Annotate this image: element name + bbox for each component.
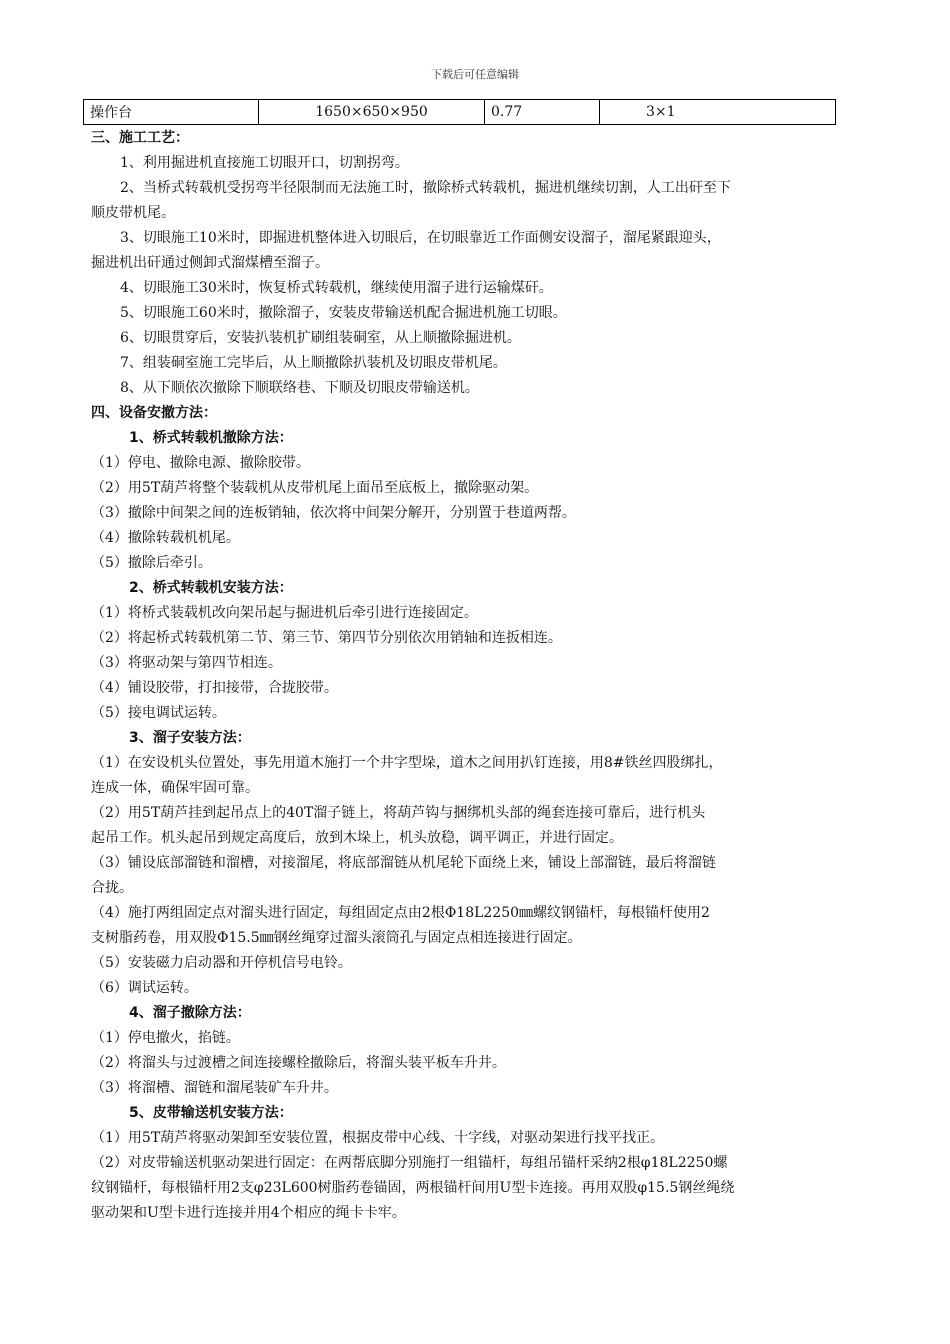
list-item: （2）将起桥式转载机第二节、第三节、第四节分别依次用销轴和连扳相连。 (91, 630, 562, 646)
cell-dimensions: 1650×650×950 (259, 100, 485, 125)
section3-title: 三、施工工艺： (91, 130, 189, 146)
equipment-table (83, 99, 836, 125)
list-item: （3）将驱动架与第四节相连。 (91, 655, 282, 671)
list-item: （2）对皮带输送机驱动架进行固定：在两帮底脚分别施打一组锚杆，每组吊锚杆采纳2根φ18L2250螺 (91, 1155, 728, 1171)
list-item: 纹钢锚杆，每根锚杆用2支φ23L600树脂药卷锚固，两根锚杆间用U型卡连接。再用双股φ15.5钢丝绳绕 (91, 1180, 735, 1196)
list-item: 6、切眼贯穿后，安装扒装机扩刷组装硐室，从上顺撤除掘进机。 (120, 330, 521, 346)
table-row (84, 100, 836, 125)
list-item: 连成一体，确保牢固可靠。 (91, 780, 259, 796)
list-item: 8、从下顺依次撤除下顺联络巷、下顺及切眼皮带输送机。 (120, 380, 479, 396)
list-item: （2）用5T葫芦挂到起吊点上的40T溜子链上，将葫芦钩与捆绑机头部的绳套连接可靠后，进行机头 (91, 805, 706, 821)
list-item: （6）调试运转。 (91, 980, 198, 996)
list-item: 1、利用掘进机直接施工切眼开口，切割拐弯。 (120, 155, 409, 171)
list-item: （1）停电撤火，掐链。 (91, 1030, 240, 1046)
list-item: （4）撤除转载机机尾。 (91, 530, 240, 546)
list-item: 支树脂药卷，用双股Φ15.5㎜钢丝绳穿过溜头滚筒孔与固定点相连接进行固定。 (91, 930, 582, 946)
subsection-title: 1、桥式转载机撤除方法： (129, 430, 293, 446)
subsection-title: 5、皮带输送机安装方法： (129, 1105, 293, 1121)
cell-weight: 0.77 (485, 100, 600, 125)
list-item: 驱动架和U型卡进行连接并用4个相应的绳卡卡牢。 (91, 1205, 406, 1221)
list-item: 起吊工作。机头起吊到规定高度后，放到木垛上，机头放稳，调平调正，并进行固定。 (91, 830, 623, 846)
section4-title: 四、设备安撤方法： (91, 405, 217, 421)
list-item: 合拢。 (91, 880, 133, 896)
list-item: （2）将溜头与过渡槽之间连接螺栓撤除后，将溜头装平板车升井。 (91, 1055, 506, 1071)
list-item: （5）撤除后牵引。 (91, 555, 212, 571)
list-item: 4、切眼施工30米时，恢复桥式转载机，继续使用溜子进行运输煤矸。 (120, 280, 553, 296)
list-item: （3）将溜槽、溜链和溜尾装矿车升井。 (91, 1080, 338, 1096)
list-item: （5）接电调试运转。 (91, 705, 226, 721)
list-item: （4）铺设胶带，打扣接带，合拢胶带。 (91, 680, 338, 696)
page-header: 下载后可任意编辑 (431, 68, 519, 81)
list-item: （1）停电、撤除电源、撤除胶带。 (91, 455, 310, 471)
list-item: （3）铺设底部溜链和溜槽，对接溜尾，将底部溜链从机尾轮下面绕上来，铺设上部溜链，最后将溜链 (91, 855, 716, 871)
list-item: 掘进机出矸通过侧卸式溜煤槽至溜子。 (91, 255, 329, 271)
cell-name: 操作台 (84, 100, 259, 125)
list-item: （2）用5T葫芦将整个装载机从皮带机尾上面吊至底板上，撤除驱动架。 (91, 480, 539, 496)
list-item: 7、组装硐室施工完毕后，从上顺撤除扒装机及切眼皮带机尾。 (120, 355, 507, 371)
cell-quantity: 3×1 (600, 100, 836, 125)
list-item: 5、切眼施工60米时，撤除溜子，安装皮带输送机配合掘进机施工切眼。 (120, 305, 567, 321)
list-item: （1）在安设机头位置处，事先用道木施打一个井字型垛，道木之间用扒钉连接，用8#铁丝四股绑扎， (91, 755, 723, 771)
list-item: （5）安装磁力启动器和开停机信号电铃。 (91, 955, 352, 971)
list-item: （4）施打两组固定点对溜头进行固定，每组固定点由2根Φ18L2250㎜螺纹钢锚杆，每根锚杆使用2 (91, 905, 710, 921)
subsection-title: 4、溜子撤除方法： (129, 1005, 251, 1021)
list-item: （1）将桥式装载机改向架吊起与掘进机后牵引进行连接固定。 (91, 605, 478, 621)
list-item: （1）用5T葫芦将驱动架卸至安装位置，根据皮带中心线、十字线，对驱动架进行找平找正。 (91, 1130, 665, 1146)
subsection-title: 2、桥式转载机安装方法： (129, 580, 293, 596)
subsection-title: 3、溜子安装方法： (129, 730, 251, 746)
list-item: 3、切眼施工10米时，即掘进机整体进入切眼后，在切眼靠近工作面侧安设溜子，溜尾紧跟迎头， (120, 230, 721, 246)
list-item: （3）撤除中间架之间的连板销轴，依次将中间架分解开，分别置于巷道两帮。 (91, 505, 576, 521)
list-item: 顺皮带机尾。 (91, 205, 175, 221)
document-body (91, 126, 861, 1226)
list-item: 2、当桥式转载机受拐弯半径限制而无法施工时，撤除桥式转载机，掘进机继续切割，人工出矸至下 (120, 180, 731, 196)
